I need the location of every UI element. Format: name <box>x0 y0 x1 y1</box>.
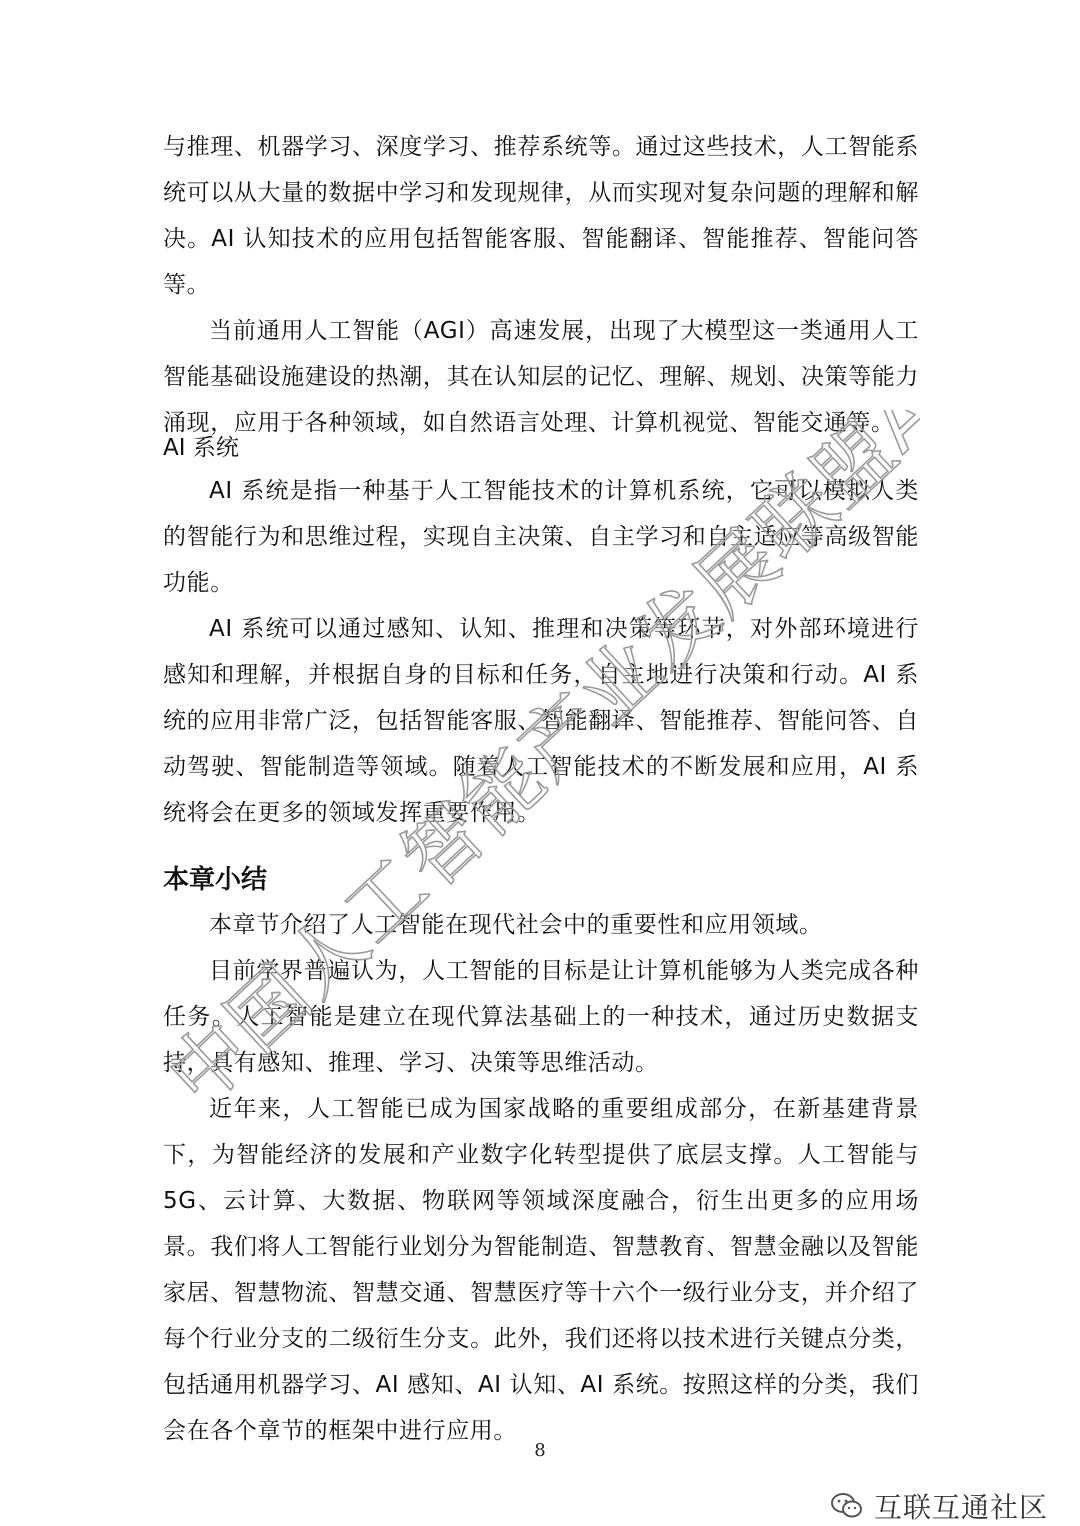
body-paragraph: 本章节介绍了人工智能在现代社会中的重要性和应用领域。 <box>209 912 823 938</box>
page-number: 8 <box>534 1440 546 1461</box>
watermark-text: 中国人工智能产业发展联盟AIIA <box>160 410 920 1124</box>
body-paragraph: 与推理、机器学习、深度学习、推荐系统等。通过这些技术，人工智能系统可以从大量的数据中学习和发现规律，从而实现对复杂问题的理解和解决。AI 认知技术的应用包括智能客服、智能翻译、智能推荐、智能问答等。 <box>163 134 919 298</box>
body-paragraph: 当前通用人工智能（AGI）高速发展，出现了大模型这一类通用人工智能基础设施建设的热潮，其在认知层的记忆、理解、规划、决策等能力涌现，应用于各种领域，如自然语言处理、计算机视觉、智能交通等。 <box>163 318 919 436</box>
footer-brand <box>830 1486 1048 1526</box>
intro-section <box>163 124 919 446</box>
body-paragraph: AI 系统可以通过感知、认知、推理和决策等环节，对外部环境进行感知和理解，并根据自身的目标和任务，自主地进行决策和行动。AI 系统的应用非常广泛，包括智能客服、智能翻译、智能推荐、智能问答、自动驾驶、智能制造等领域。随着人工智能技术的不断发展和应用，AI 系统将会在更多的领域发挥重要作用。 <box>163 616 919 826</box>
body-paragraph: 近年来，人工智能已成为国家战略的重要组成部分，在新基建背景下，为智能经济的发展和产业数字化转型提供了底层支撑。人工智能与 5G、云计算、大数据、物联网等领域深度融合，衍生出更多的应用场景。我们将人工智能行业划分为智能制造、智慧教育、智慧金融以及智能家居、智慧物流、智慧交通、智慧医疗等十六个一级行业分支，并介绍了每个行业分支的二级衍生分支。此外，我们还将以技术进行关键点分类，包括通用机器学习、AI 感知、AI 认知、AI 系统。按照这样的分类，我们会在各个章节的框架中进行应用。 <box>163 1096 919 1444</box>
body-paragraph: 目前学界普遍认为，人工智能的目标是让计算机能够为人类完成各种任务。人工智能是建立在现代算法基础上的一种技术，通过历史数据支持，具有感知、推理、学习、决策等思维活动。 <box>163 958 919 1076</box>
section-heading-summary: 本章小结 <box>163 865 268 895</box>
ai-system-section <box>163 468 919 836</box>
wechat-icon <box>830 1491 864 1521</box>
footer-brand-label: 互联互通社区 <box>873 1491 1048 1524</box>
summary-section <box>163 902 919 1454</box>
section-heading-ai-system: AI 系统 <box>163 435 239 461</box>
body-paragraph: AI 系统是指一种基于人工智能技术的计算机系统，它可以模拟人类的智能行为和思维过程，实现自主决策、自主学习和自主适应等高级智能功能。 <box>163 478 919 596</box>
